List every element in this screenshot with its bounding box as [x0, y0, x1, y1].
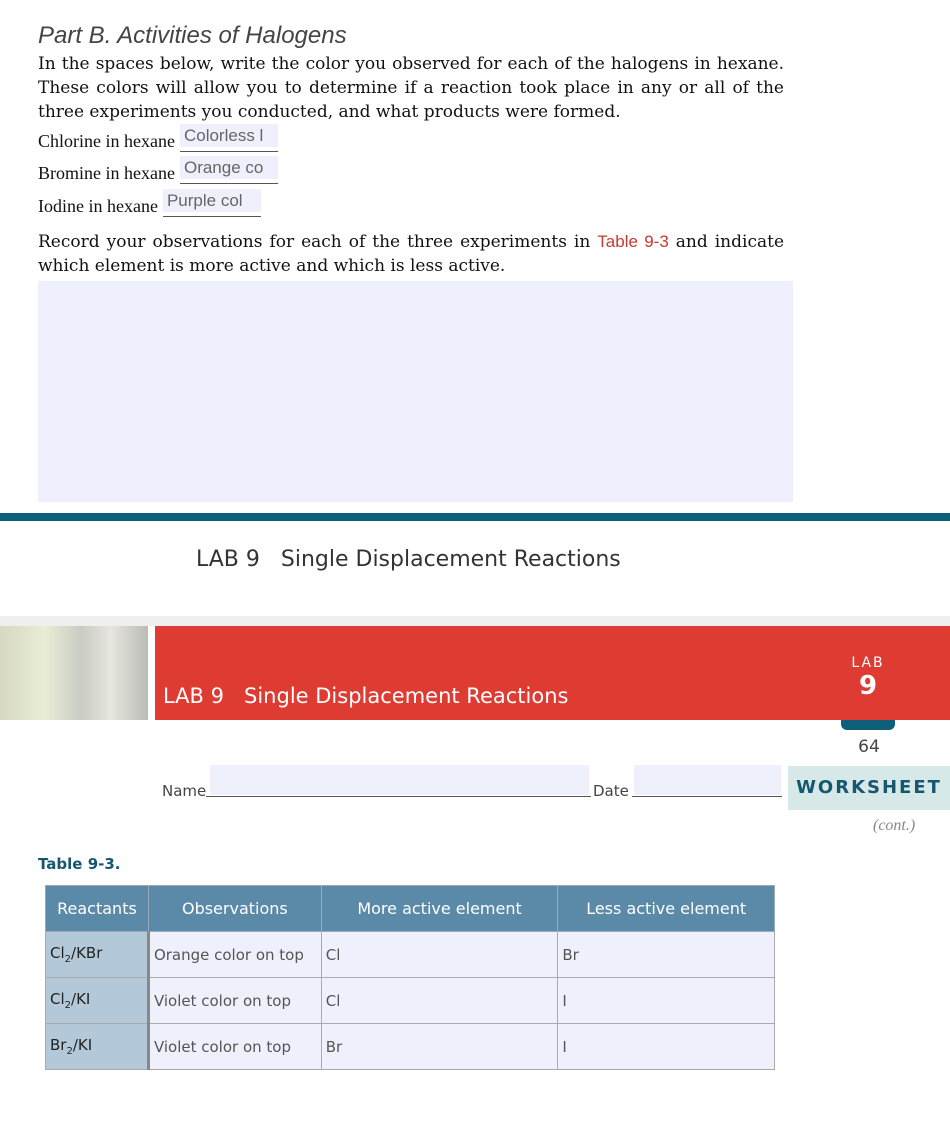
field-bromine [38, 156, 278, 184]
field-label: Chlorine in hexane [38, 131, 175, 151]
header-less-active: Less active element [558, 886, 775, 932]
reactant-cell: $Br_2/KI$ [46, 1024, 149, 1070]
lab-label: LAB [851, 655, 885, 671]
name-input[interactable] [210, 765, 589, 795]
text: and indicate which element is more active and which is less active. [38, 232, 785, 276]
observation-input[interactable]: Orange color on top [148, 932, 321, 978]
chlorine-field [180, 124, 278, 152]
observation-input[interactable]: Violet color on top [148, 1024, 321, 1070]
date-label: Date [593, 782, 629, 800]
header-more-active: More active element [321, 886, 558, 932]
field-label: Bromine in hexane [38, 163, 175, 183]
table-header-row [46, 886, 775, 932]
date-input[interactable] [634, 765, 781, 795]
band [0, 616, 950, 626]
chlorine-input[interactable]: Colorless l [180, 124, 278, 147]
table-row [46, 978, 775, 1024]
less-active-input[interactable]: I [558, 1024, 775, 1070]
cont-label: (cont.) [873, 817, 916, 834]
lab-badge [840, 655, 896, 701]
field-iodine [38, 189, 261, 217]
answer-textarea[interactable] [38, 281, 793, 502]
section-title: Part B. Activities of Halogens [38, 22, 347, 49]
field-chlorine [38, 124, 278, 152]
header-reactants: Reactants [46, 886, 149, 932]
name-label: Name [162, 782, 207, 800]
text: Record your observations for each of the three experiments in [38, 232, 598, 252]
bromine-input[interactable]: Orange co [180, 156, 278, 179]
page-header: LAB 9 Single Displacement Reactions [196, 547, 621, 572]
table-row [46, 932, 775, 978]
record-instructions [38, 230, 784, 278]
table-caption: Table 9-3. [38, 855, 121, 873]
name-underline [206, 796, 591, 797]
worksheet-title: LAB 9 Single Displacement Reactions [163, 684, 569, 708]
lab-number: 9 [858, 671, 878, 701]
reactant-cell: $Cl_2$/KBr [46, 932, 149, 978]
reactant-cell: $Cl_2/KI$ [46, 978, 149, 1024]
divider [0, 513, 950, 521]
field-label: Iodine in hexane [38, 196, 158, 216]
date-underline [632, 796, 782, 797]
less-active-input[interactable]: Br [558, 932, 775, 978]
more-active-input[interactable]: Cl [321, 932, 558, 978]
more-active-input[interactable]: Br [321, 1024, 558, 1070]
bromine-field [180, 156, 278, 184]
table-row [46, 1024, 775, 1070]
iodine-field [163, 189, 261, 217]
test-tubes-image [0, 626, 148, 720]
instructions: In the spaces below, write the color you observed for each of the halogens in hexane. These colors will allow you to determine if a reaction took place in any or all of the three experiments you conducted, and what products were formed. [38, 54, 784, 122]
observation-input[interactable]: Violet color on top [148, 978, 321, 1024]
worksheet-label: WORKSHEET [788, 766, 950, 810]
page-number: 64 [858, 737, 880, 757]
results-table [45, 885, 775, 1070]
more-active-input[interactable]: Cl [321, 978, 558, 1024]
iodine-input[interactable]: Purple col [163, 189, 261, 212]
table-link[interactable]: Table 9-3 [597, 232, 669, 251]
tab-marker [841, 720, 895, 730]
less-active-input[interactable]: I [558, 978, 775, 1024]
header-observations: Observations [148, 886, 321, 932]
